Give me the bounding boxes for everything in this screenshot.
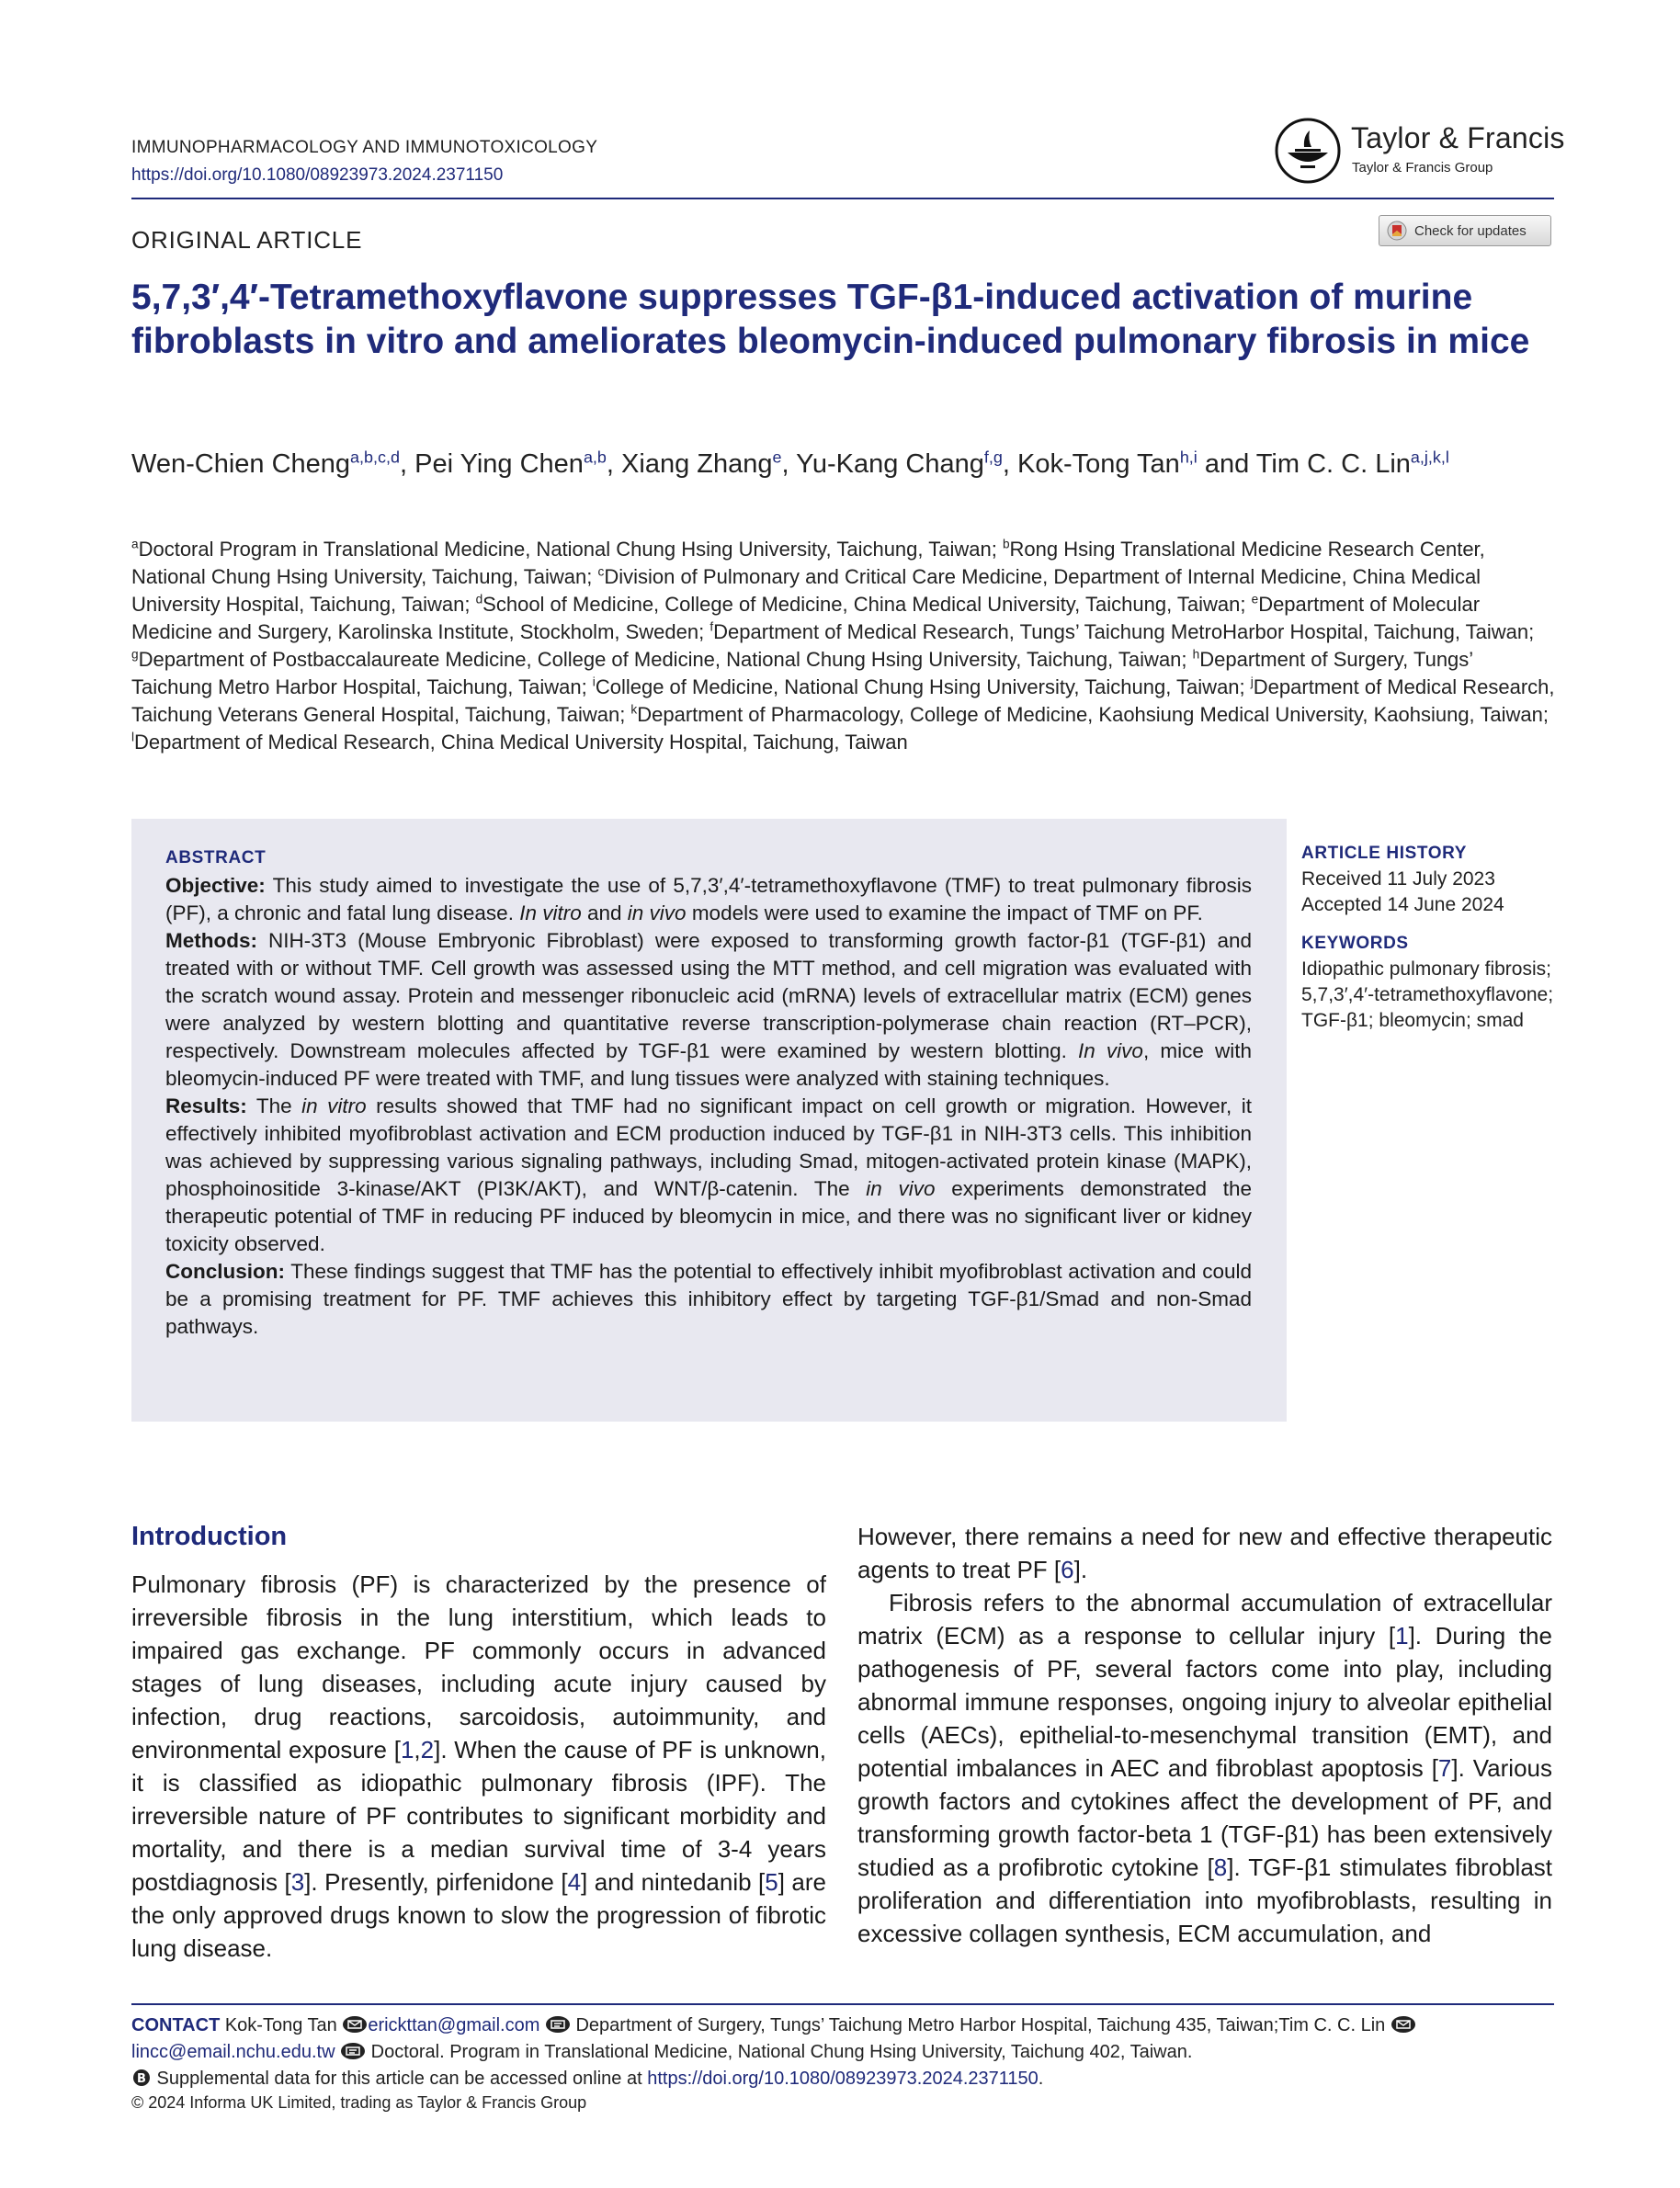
affiliation-key: e: [1251, 592, 1259, 607]
objective-label: Objective:: [165, 874, 266, 897]
body-column-left: [131, 1518, 826, 1965]
email-icon: [1391, 2015, 1416, 2034]
affiliations: [131, 536, 1556, 756]
citation-link[interactable]: 1: [1395, 1622, 1409, 1650]
intro-paragraph-1: [131, 1568, 826, 1965]
taylor-francis-logo-icon: [1273, 116, 1343, 186]
intro-text: ]. Various growth factors and cytokines affect the development of PF, and transforming growth factor-beta 1 (TGF-β1) has been extensively studied as a profibrotic cytokine [: [857, 1754, 1552, 1881]
affiliation-key: f: [709, 619, 714, 634]
affiliation-text: College of Medicine, National Chung Hsing University, Taichung, Taiwan;: [595, 675, 1251, 698]
intro-text: ]. Presently, pirfenidone [: [304, 1868, 568, 1896]
affiliation-key: h: [1192, 647, 1200, 662]
affiliation-text: Department of Medical Research, Tungs’ Taichung MetroHarbor Hospital, Taichung, Taiwan;: [713, 620, 1535, 643]
article-title: 5,7,3′,4′-Tetramethoxyflavone suppresses TGF-β1-induced activation of murine fibroblasts in vitro and ameliorates bleomycin-induced pulmonary fibrosis in mice: [131, 278, 1530, 361]
author-affiliation-marker[interactable]: f,g: [983, 448, 1003, 467]
journal-name: IMMUNOPHARMACOLOGY AND IMMUNOTOXICOLOGY: [131, 138, 598, 157]
author-affiliation-marker[interactable]: a,j,k,l: [1410, 448, 1449, 467]
citation-link[interactable]: 3: [290, 1868, 305, 1896]
abstract: [165, 845, 1252, 1341]
conclusion-label: Conclusion:: [165, 1260, 285, 1283]
objective-italic-2: in vivo: [627, 901, 687, 924]
methods-italic: In vivo: [1078, 1039, 1143, 1062]
affiliation-text: Division of Pulmonary and Critical Care Medicine, Department of Internal Medicine, China Medical University Hospital, Taichung, Taiwan;: [131, 565, 1481, 616]
intro-text: ] and nintedanib [: [581, 1868, 766, 1896]
author-name[interactable]: Wen-Chien Cheng: [131, 449, 351, 479]
objective-text-3: models were used to examine the impact of TMF on PF.: [686, 901, 1203, 924]
supplemental-text: Supplemental data for this article can be accessed online at: [152, 2069, 648, 2089]
affiliation-text: Department of Surgery, Tungs’ Taichung Metro Harbor Hospital, Taichung, Taiwan;: [131, 648, 1473, 698]
affiliation-key: g: [131, 647, 139, 662]
svg-text:B: B: [137, 2072, 146, 2086]
publisher-name: Taylor & Francis: [1351, 121, 1565, 154]
intro-text: However, there remains a need for new and effective therapeutic agents to treat PF [: [857, 1523, 1552, 1583]
author-separator: and: [1197, 449, 1256, 479]
affiliation-key: j: [1250, 675, 1254, 689]
footer-rule: [131, 2003, 1554, 2005]
body-column-right: [857, 1520, 1552, 1950]
affiliation-key: i: [592, 675, 596, 689]
affiliation-key: k: [630, 702, 638, 717]
author-affiliation-marker[interactable]: a,b: [583, 448, 607, 467]
supplemental-end: .: [1038, 2069, 1044, 2089]
objective-text-1: This study aimed to investigate the use of 5,7,3′,4′-tetramethoxyflavone (TMF) to treat pulmonary fibrosis (PF), a chronic and fatal lung disease.: [165, 874, 1252, 924]
results-text-1: The: [246, 1094, 302, 1117]
citation-link[interactable]: 2: [420, 1736, 435, 1763]
intro-paragraph-2: [857, 1586, 1552, 1950]
results-text-3: experiments demonstrated the therapeutic potential of TMF in reducing PF induced by bleomycin in mice, and there was no significant liver or kidney toxicity observed.: [165, 1177, 1252, 1255]
abstract-heading: ABSTRACT: [165, 848, 267, 867]
contact-1-name: Kok-Tong Tan: [220, 2015, 343, 2035]
intro-paragraph-1-continued: [857, 1520, 1552, 1586]
affiliation-key: d: [475, 592, 483, 607]
author-separator: ,: [1002, 449, 1017, 479]
affiliation-key: a: [131, 537, 139, 551]
author-name[interactable]: Yu-Kang Chang: [796, 449, 984, 479]
affiliation-text: Department of Molecular Medicine and Surgery, Karolinska Institute, Stockholm, Sweden;: [131, 593, 1481, 643]
section-heading-introduction: Introduction: [131, 1522, 288, 1551]
intro-text: Pulmonary fibrosis (PF) is characterized by the presence of irreversible fibrosis in the lung interstitium, which leads to impaired gas exchange. PF commonly occurs in advanced stages of lung diseases, including acute injury caused by infection, drug reactions, sarcoidosis, autoimmunity, and environmental exposure [: [131, 1570, 826, 1763]
received-date: Received 11 July 2023: [1301, 868, 1495, 890]
affiliation-key: c: [597, 564, 605, 579]
address-icon: [340, 2042, 366, 2060]
author-name[interactable]: Tim C. C. Lin: [1255, 449, 1411, 479]
results-text-2: results showed that TMF had no significant impact on cell growth or migration. However, it effectively inhibited myofibroblast activation and ECM production induced by TGF-β1 in NIH-3T3 cells. This inhibition was achieved by suppressing various signaling pathways, including Smad, mitogen-activated protein kinase (MAPK), phosphoinositide 3-kinase/AKT (PI3K/AKT), and WNT/β-catenin. The: [165, 1094, 1252, 1200]
contact-2-address: Doctoral. Program in Translational Medicine, National Chung Hsing University, Taichung 402, Taiwan.: [366, 2042, 1193, 2062]
author-list: [131, 447, 1556, 482]
author-separator: ,: [781, 449, 797, 479]
keywords-heading: KEYWORDS: [1301, 934, 1409, 953]
intro-text: ]. When the cause of PF is unknown, it is classified as idiopathic pulmonary fibrosis (IPF). The irreversible nature of PF contributes to significant morbidity and mortality, and there is a median survival time of 3-4 years postdiagnosis [: [131, 1736, 826, 1896]
author-name[interactable]: Xiang Zhang: [621, 449, 773, 479]
author-name[interactable]: Kok-Tong Tan: [1017, 449, 1180, 479]
citation-link[interactable]: 5: [765, 1868, 778, 1896]
affiliation-key: b: [1002, 537, 1010, 551]
history-heading: ARTICLE HISTORY: [1301, 844, 1468, 863]
intro-text: ,: [414, 1736, 421, 1763]
intro-text: ]. During the pathogenesis of PF, several factors come into play, including abnormal immune responses, ongoing injury to alveolar epithelial cells (AECs), epithelial-to-mesenchymal transition (EMT), and potential imbalances in AEC and fibroblast apoptosis [: [857, 1622, 1552, 1782]
copyright: © 2024 Informa UK Limited, trading as Taylor & Francis Group: [131, 2093, 587, 2112]
citation-link[interactable]: 6: [1061, 1556, 1074, 1583]
contact-label: CONTACT: [131, 2015, 221, 2035]
methods-text-2: , mice with bleomycin-induced PF were treated with TMF, and lung tissues were analyzed with staining techniques.: [165, 1039, 1252, 1090]
affiliation-text: School of Medicine, College of Medicine, China Medical University, Taichung, Taiwan;: [482, 593, 1252, 616]
accepted-date: Accepted 14 June 2024: [1301, 894, 1504, 915]
methods-label: Methods:: [165, 929, 257, 952]
affiliation-text: Rong Hsing Translational Medicine Research Center, National Chung Hsing University, Taichung, Taiwan;: [131, 538, 1485, 588]
author-separator: ,: [606, 449, 622, 479]
doi-link[interactable]: https://doi.org/10.1080/08923973.2024.2371150: [131, 165, 504, 185]
intro-text: Fibrosis refers to the abnormal accumulation of extracellular matrix (ECM) as a response to cellular injury [: [857, 1589, 1552, 1650]
supplemental-data-icon: [131, 2069, 152, 2087]
update-badge-icon: [1387, 221, 1407, 241]
affiliation-key: l: [131, 730, 135, 744]
check-for-updates-label: Check for updates: [1414, 222, 1527, 239]
contact-2-email[interactable]: lincc@email.nchu.edu.tw: [131, 2042, 335, 2062]
header-rule: [131, 198, 1554, 199]
objective-text-2: and: [581, 901, 628, 924]
results-italic-1: in vitro: [301, 1094, 367, 1117]
objective-italic-1: In vitro: [519, 901, 582, 924]
abstract-methods: [165, 927, 1252, 1093]
contact-block: [131, 2012, 1556, 2092]
citation-link[interactable]: 1: [400, 1736, 414, 1763]
author-affiliation-marker[interactable]: e: [772, 448, 782, 467]
supplemental-link[interactable]: https://doi.org/10.1080/08923973.2024.2371150: [647, 2069, 1039, 2089]
contact-1-email[interactable]: erickttan@gmail.com: [368, 2015, 540, 2035]
results-label: Results:: [165, 1094, 247, 1117]
abstract-conclusion: [165, 1258, 1252, 1341]
intro-text: ]. TGF-β1 stimulates fibroblast proliferation and differentiation into myofibroblasts, resulting in excessive collagen synthesis, ECM accumulation, and: [857, 1854, 1553, 1947]
publisher-group: Taylor & Francis Group: [1352, 160, 1493, 176]
intro-text: ].: [1073, 1556, 1088, 1583]
affiliation-text: Doctoral Program in Translational Medicine, National Chung Hsing University, Taichung, Taiwan;: [138, 538, 1003, 561]
citation-link[interactable]: 8: [1213, 1854, 1228, 1881]
abstract-objective: [165, 872, 1252, 927]
article-sidebar: [1301, 841, 1568, 1034]
contact-1-address: Department of Surgery, Tungs’ Taichung Metro Harbor Hospital, Taichung 435, Taiwan;Tim C. C. Lin: [570, 2015, 1391, 2035]
email-icon: [342, 2015, 368, 2034]
affiliation-text: Department of Medical Research, Taichung Veterans General Hospital, Taichung, Taiwan;: [131, 675, 1555, 726]
methods-text-1: NIH-3T3 (Mouse Embryonic Fibroblast) were exposed to transforming growth factor-β1 (TGF-β1) and treated with or without TMF. Cell growth was assessed using the MTT method, and cell migration was evaluated with the scratch wound assay. Protein and messenger ribonucleic acid (mRNA) levels of extracellular matrix (ECM) genes were analyzed by western blotting and quantitative reverse transcription-polymerase chain reaction (RT–PCR), respectively. Downstream molecules affected by TGF-β1 were examined by western blotting.: [165, 929, 1252, 1062]
author-affiliation-marker[interactable]: a,b,c,d: [350, 448, 400, 467]
citation-link[interactable]: 7: [1437, 1754, 1452, 1782]
abstract-results: [165, 1093, 1252, 1258]
affiliation-text: Department of Postbaccalaureate Medicine, College of Medicine, National Chung Hsing University, Taichung, Taiwan;: [138, 648, 1193, 671]
keywords-text: Idiopathic pulmonary fibrosis; 5,7,3′,4′-tetramethoxyflavone; TGF-β1; bleomycin; smad: [1301, 958, 1554, 1031]
results-italic-2: in vivo: [866, 1177, 936, 1200]
citation-link[interactable]: 4: [567, 1868, 582, 1896]
affiliation-text: Department of Pharmacology, College of Medicine, Kaohsiung Medical University, Kaohsiung, Taiwan;: [637, 703, 1549, 726]
author-name[interactable]: Pei Ying Chen: [414, 449, 584, 479]
author-affiliation-marker[interactable]: h,i: [1179, 448, 1198, 467]
affiliation-text: Department of Medical Research, China Medical University Hospital, Taichung, Taiwan: [134, 731, 908, 754]
conclusion-text: These findings suggest that TMF has the potential to effectively inhibit myofibroblast activation and could be a promising treatment for PF. TMF achieves this inhibitory effect by targeting TGF-β1/Smad and non-Smad pathways.: [165, 1260, 1252, 1338]
address-icon: [545, 2015, 571, 2034]
author-separator: ,: [400, 449, 415, 479]
article-type: ORIGINAL ARTICLE: [131, 226, 363, 254]
intro-text: ] are the only approved drugs known to slow the progression of fibrotic lung disease.: [131, 1868, 827, 1962]
check-for-updates-button[interactable]: [1379, 215, 1551, 246]
